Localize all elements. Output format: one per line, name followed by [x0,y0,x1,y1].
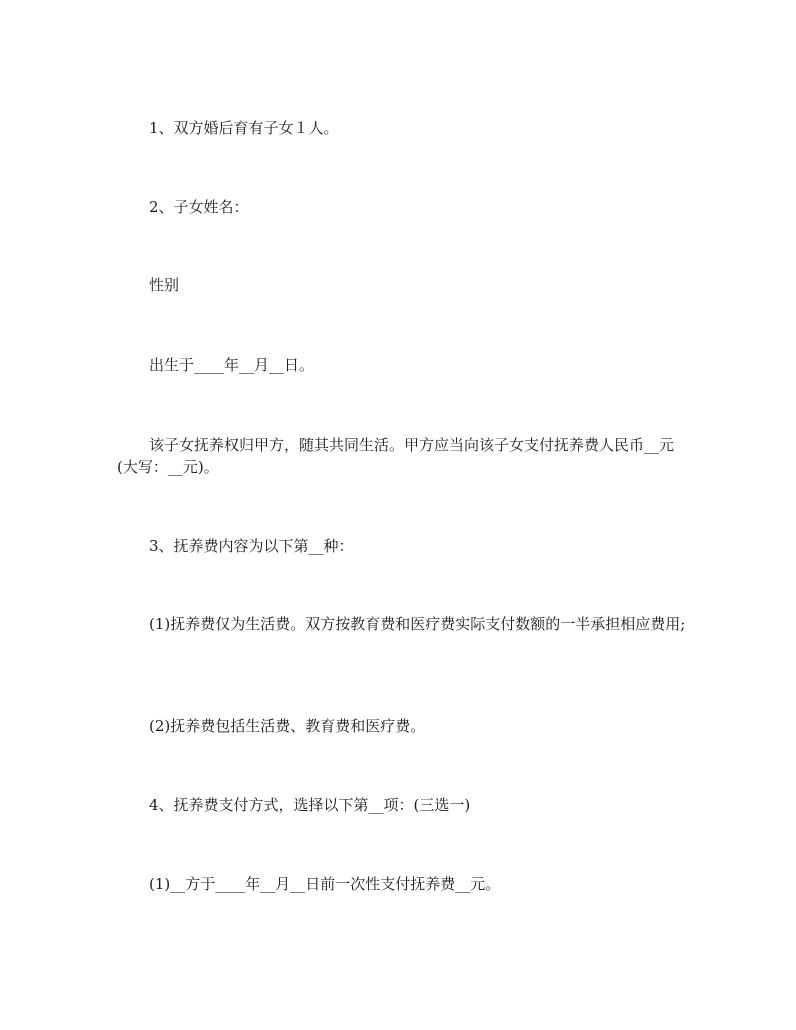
support-option-1: (1)抚养费仅为生活费。双方按教育费和医疗费实际支付数额的一半承担相应费用; [149,615,686,633]
support-option-2: (2)抚养费包括生活费、教育费和医疗费。 [149,717,426,735]
payment-option-1: (1)__方于____年__月__日前一次性支付抚养费__元。 [149,875,501,893]
child-birth-date-line: 出生于____年__月__日。 [149,356,315,374]
custody-paragraph: 该子女抚养权归甲方，随其共同生活。甲方应当向该子女支付抚养费人民币__元(大写：__元)。 [117,436,675,476]
clause-1-children-count: 1、双方婚后育有子女１人。 [149,119,339,137]
clause-2-child-name: 2、子女姓名： [149,198,249,216]
clause-3-support-content: 3、抚养费内容为以下第__种： [149,537,354,555]
child-gender-line: 性别 [149,276,180,294]
clause-4-payment-method: 4、抚养费支付方式，选择以下第__项：(三选一) [149,796,471,814]
